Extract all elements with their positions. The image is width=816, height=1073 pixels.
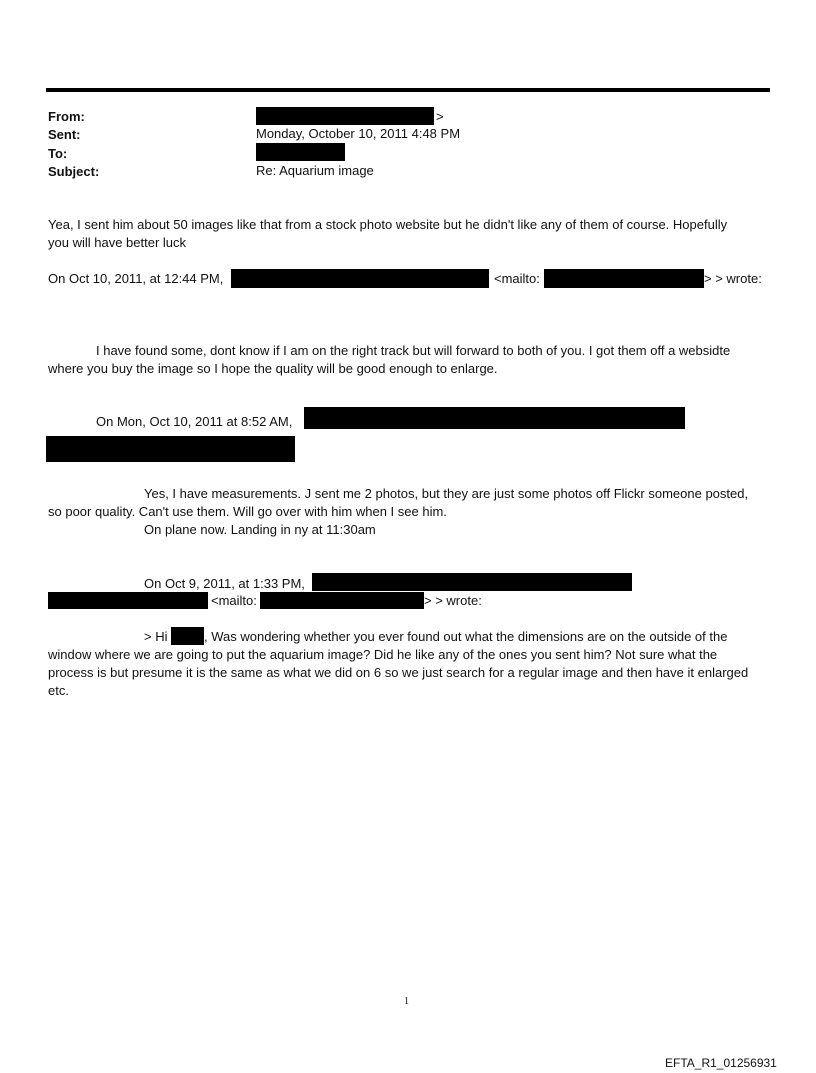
message-greeting: > Hi	[144, 629, 168, 644]
quote-wrote: > > wrote:	[424, 593, 482, 608]
message-line: so poor quality. Can't use them. Will go over with him when I see him.	[48, 504, 447, 519]
message-line: , Was wondering whether you ever found out what the dimensions are on the outside of the	[204, 629, 728, 644]
document-id: EFTA_R1_01256931	[665, 1056, 777, 1070]
redaction-block	[544, 269, 704, 288]
message-line: etc.	[48, 683, 69, 698]
header-rule	[46, 88, 770, 92]
message-line: window where we are going to put the aquarium image? Did he like any of the ones you sent him? Not sure what the	[48, 647, 718, 662]
message-line: I have found some, dont know if I am on the right track but will forward to both of you. I got them off a websidte	[96, 343, 731, 358]
from-label: From:	[48, 109, 85, 124]
reply-line: you will have better luck	[48, 235, 187, 250]
sent-value: Monday, October 10, 2011 4:48 PM	[256, 126, 461, 141]
redaction-block	[260, 592, 424, 609]
redaction-block	[256, 107, 434, 125]
subject-label: Subject:	[48, 164, 100, 179]
redaction-block	[171, 627, 204, 645]
page-number: 1	[404, 996, 409, 1007]
redaction-block	[46, 436, 295, 462]
reply-line: Yea, I sent him about 50 images like that from a stock photo website but he didn't like any of them of course. Hopefully	[48, 217, 728, 232]
quote-wrote: > > wrote:	[704, 271, 762, 286]
message-line: Yes, I have measurements. J sent me 2 photos, but they are just some photos off Flickr someone posted,	[144, 486, 749, 501]
sent-label: Sent:	[48, 127, 81, 142]
quote-mailto: <mailto:	[211, 593, 257, 608]
redaction-block	[231, 269, 489, 288]
quote-header: On Oct 10, 2011, at 12:44 PM,	[48, 271, 224, 286]
redaction-block	[304, 407, 685, 429]
quote-mailto: <mailto:	[494, 271, 540, 286]
message-line: On plane now. Landing in ny at 11:30am	[144, 522, 376, 537]
from-suffix: >	[436, 109, 444, 124]
message-line: where you buy the image so I hope the quality will be good enough to enlarge.	[48, 361, 498, 376]
message-line: process is but presume it is the same as what we did on 6 so we just search for a regular image and then have it enlarged	[48, 665, 749, 680]
redaction-block	[312, 573, 632, 591]
quote-header: On Mon, Oct 10, 2011 at 8:52 AM,	[96, 414, 293, 429]
quote-header: On Oct 9, 2011, at 1:33 PM,	[144, 576, 305, 591]
to-label: To:	[48, 146, 68, 161]
redaction-block	[48, 592, 208, 609]
redaction-block	[256, 143, 345, 161]
subject-value: Re: Aquarium image	[256, 163, 374, 178]
